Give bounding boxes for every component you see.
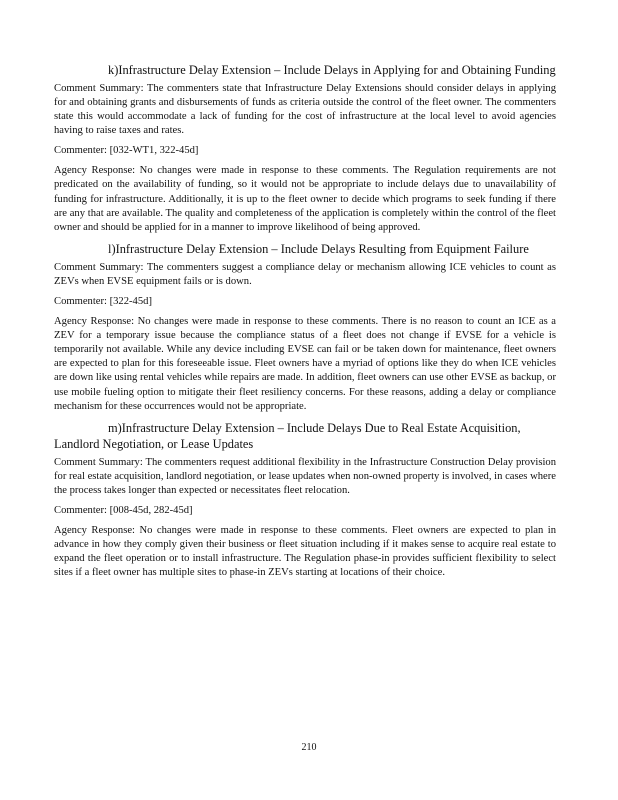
- page-number: 210: [301, 742, 317, 753]
- section-m: [54, 420, 556, 581]
- section-l: [54, 241, 556, 414]
- section-heading: m)Infrastructure Delay Extension – Include Delays Due to Real Estate Acquisition, Landlord Negotiation, or Lease Updates: [54, 420, 521, 451]
- commenter-ids: Commenter: [032-WT1, 322-45d]: [54, 145, 199, 157]
- section-k: [54, 62, 556, 235]
- agency-response: Agency Response: No changes were made in response to these comments. Fleet owners are expected to plan in advance in how they comply given their business or fleet situation including if it makes sense to acquire real estate to expand the fleet operation or to install infrastructure. The Regulation phase-in provides sufficient flexibility to select sites if a fleet owner has multiple sites to phase-in ZEVs starting at locations of their choice.: [54, 524, 556, 579]
- document-body: [54, 62, 556, 586]
- commenter-ids: Commenter: [322-45d]: [54, 296, 152, 308]
- commenter-ids: Commenter: [008-45d, 282-45d]: [54, 504, 193, 516]
- section-heading: k)Infrastructure Delay Extension – Include Delays in Applying for and Obtaining Funding: [108, 63, 556, 77]
- comment-summary: Comment Summary: The commenters request additional flexibility in the Infrastructure Construction Delay provision for real estate acquisition, landlord negotiation, or lease updates when non-owned property is involved, in cases where the process takes longer than expected or necessitates fleet relocation.: [54, 456, 556, 496]
- agency-response: Agency Response: No changes were made in response to these comments. The Regulation requirements are not predicated on the availability of funding, so it would not be appropriate to include delays due to unavailability of funding for infrastructure. Additionally, it is up to the fleet owner to decide which programs to seek funding if there are any that are available. The quality and completeness of the application is completely within the control of the fleet owner and should be applied for in a manner to improve likelihood of being approved.: [54, 165, 556, 233]
- comment-summary: Comment Summary: The commenters suggest a compliance delay or mechanism allowing ICE vehicles to count as ZEVs when EVSE equipment fails or is down.: [54, 261, 556, 287]
- section-heading: l)Infrastructure Delay Extension – Include Delays Resulting from Equipment Failure: [108, 241, 529, 256]
- comment-summary: Comment Summary: The commenters state that Infrastructure Delay Extensions should consider delays in applying for and obtaining grants and disbursements of funds as criteria outside the control of the fleet owner. The commenters state this would accommodate a lack of funding for the cost of infrastructure at the local level to avoid agencies having to raise taxes and rates.: [54, 83, 556, 137]
- agency-response: Agency Response: No changes were made in response to these comments. There is no reason to count an ICE as a ZEV for a temporary issue because the compliance status of a fleet does not change if EVSE for a vehicle is temporarily not available. While any device including EVSE can fail or be taken down for maintenance, fleet owners are expected to plan for this foreseeable issue. Fleet owners have a myriad of options like they do when ICE vehicles are down like using rental vehicles while repairs are made. In addition, fleet owners can use other EVSE as backup, or use mobile fueling option to mitigate their fleet resiliency concerns. For these reasons, adding a delay or compliance mechanism for these occurrences would not be appropriate.: [54, 316, 556, 412]
